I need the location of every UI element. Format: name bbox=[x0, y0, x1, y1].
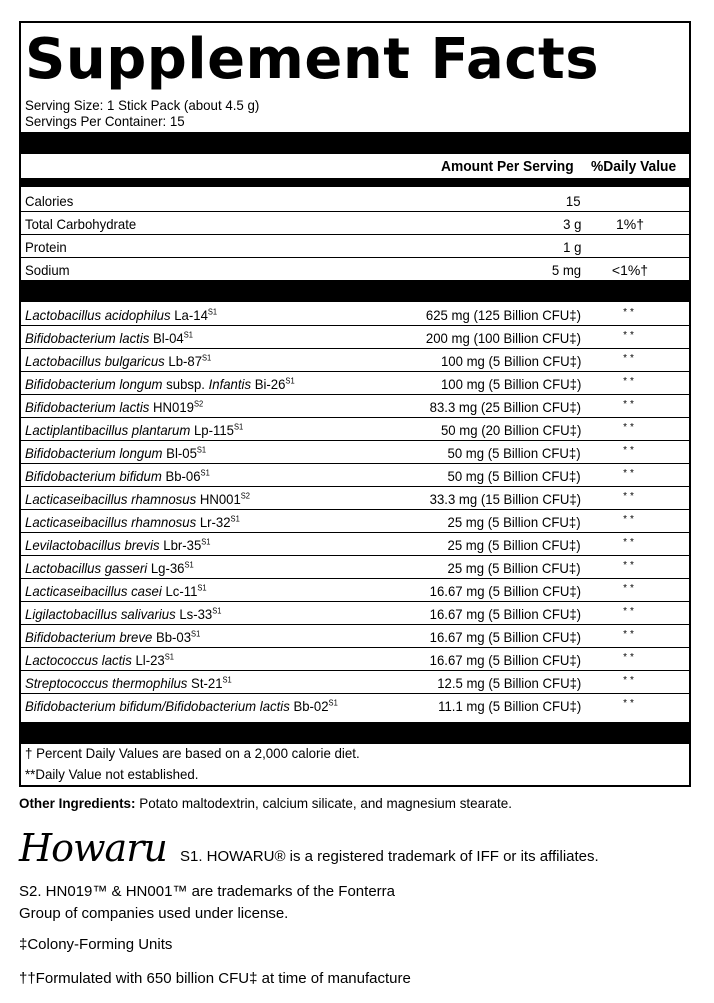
culture-row bbox=[21, 349, 689, 372]
culture-daily-value: ** bbox=[623, 353, 637, 364]
culture-name bbox=[25, 468, 210, 484]
culture-amount: 25 mg (5 Billion CFU‡) bbox=[447, 514, 581, 530]
culture-name bbox=[25, 422, 243, 438]
culture-row bbox=[21, 510, 689, 533]
culture-row bbox=[21, 579, 689, 602]
culture-name bbox=[25, 537, 211, 553]
culture-name bbox=[25, 583, 207, 599]
culture-row bbox=[21, 303, 689, 326]
culture-name bbox=[25, 698, 338, 714]
culture-species: Lactobacillus acidophilus bbox=[25, 307, 171, 323]
culture-daily-value: ** bbox=[623, 652, 637, 663]
culture-row bbox=[21, 441, 689, 464]
culture-name bbox=[25, 560, 194, 576]
culture-amount: 16.67 mg (5 Billion CFU‡) bbox=[429, 629, 581, 645]
servings-per-container: Servings Per Container: 15 bbox=[25, 113, 185, 129]
nutrient-daily-value: <1%† bbox=[611, 262, 649, 278]
culture-row bbox=[21, 326, 689, 349]
culture-row bbox=[21, 625, 689, 648]
culture-species: Bifidobacterium longum bbox=[25, 376, 163, 392]
culture-amount: 50 mg (5 Billion CFU‡) bbox=[447, 468, 581, 484]
other-ingredients-label: Other Ingredients: bbox=[19, 795, 136, 811]
culture-name bbox=[25, 652, 174, 668]
culture-superscript: S1 bbox=[285, 376, 295, 386]
nutrient-amount: 3 g bbox=[562, 216, 581, 232]
culture-species: Levilactobacillus brevis bbox=[25, 537, 160, 553]
culture-daily-value: ** bbox=[623, 307, 637, 318]
culture-superscript: S1 bbox=[201, 537, 211, 547]
culture-superscript: S1 bbox=[197, 583, 207, 593]
culture-superscript: S1 bbox=[328, 698, 338, 708]
nutrient-name: Sodium bbox=[25, 262, 70, 278]
culture-species: Bifidobacterium lactis bbox=[25, 330, 150, 346]
culture-daily-value: ** bbox=[623, 675, 637, 686]
culture-superscript: S1 bbox=[200, 468, 210, 478]
culture-daily-value: ** bbox=[623, 376, 637, 387]
culture-row bbox=[21, 372, 689, 395]
culture-superscript: S1 bbox=[233, 422, 244, 432]
nutrient-daily-value: 1%† bbox=[615, 216, 645, 232]
thick-divider-cultures bbox=[21, 280, 689, 302]
note-s1: S1. HOWARU® is a registered trademark of IFF or its affiliates. bbox=[180, 848, 599, 865]
culture-name bbox=[25, 675, 232, 691]
culture-superscript: S1 bbox=[212, 606, 222, 616]
culture-row bbox=[21, 648, 689, 671]
nutrient-name: Protein bbox=[25, 239, 67, 255]
culture-subspecies: Infantis bbox=[208, 376, 252, 392]
nutrient-amount: 5 mg bbox=[551, 262, 581, 278]
panel-title: Supplement Facts bbox=[25, 27, 600, 92]
culture-strain: Lg-36 bbox=[147, 560, 185, 576]
culture-name bbox=[25, 491, 250, 507]
culture-amount: 50 mg (20 Billion CFU‡) bbox=[440, 422, 581, 438]
culture-amount: 12.5 mg (5 Billion CFU‡) bbox=[436, 675, 581, 691]
culture-species: Lacticaseibacillus rhamnosus bbox=[25, 514, 197, 530]
culture-superscript: S1 bbox=[191, 629, 201, 639]
culture-strain: HN019 bbox=[149, 399, 194, 415]
culture-row bbox=[21, 487, 689, 510]
culture-species: Lactobacillus gasseri bbox=[25, 560, 148, 576]
culture-amount: 25 mg (5 Billion CFU‡) bbox=[447, 537, 581, 553]
culture-superscript: S1 bbox=[207, 307, 218, 317]
culture-name bbox=[25, 514, 240, 530]
culture-daily-value: ** bbox=[623, 560, 637, 571]
culture-strain: HN001 bbox=[196, 491, 241, 507]
culture-daily-value: ** bbox=[623, 468, 637, 479]
nutrient-name: Total Carbohydrate bbox=[25, 216, 137, 232]
culture-daily-value: ** bbox=[623, 629, 637, 640]
culture-row bbox=[21, 464, 689, 487]
culture-species: Bifidobacterium lactis bbox=[25, 399, 150, 415]
culture-strain: St-21 bbox=[187, 675, 223, 691]
culture-strain: subsp. bbox=[162, 376, 209, 392]
nutrient-name: Calories bbox=[25, 193, 74, 209]
culture-species: Lacticaseibacillus rhamnosus bbox=[25, 491, 197, 507]
culture-name bbox=[25, 399, 203, 415]
note-s2-line2: Group of companies used under license. bbox=[19, 905, 289, 922]
culture-strain-code: Bi-26 bbox=[251, 376, 286, 392]
culture-daily-value: ** bbox=[623, 583, 637, 594]
culture-species: Lacticaseibacillus casei bbox=[25, 583, 162, 599]
culture-strain: Ls-33 bbox=[175, 606, 213, 622]
culture-row bbox=[21, 533, 689, 556]
nutrient-row bbox=[21, 235, 689, 258]
culture-amount: 16.67 mg (5 Billion CFU‡) bbox=[429, 583, 581, 599]
nutrient-amount: 1 g bbox=[562, 239, 581, 255]
culture-superscript: S2 bbox=[193, 399, 204, 409]
footnote-dagger: † Percent Daily Values are based on a 2,000 calorie diet. bbox=[25, 745, 360, 761]
culture-daily-value: ** bbox=[623, 445, 637, 456]
culture-strain: Bb-02 bbox=[289, 698, 329, 714]
culture-name bbox=[25, 307, 217, 323]
howaru-logo: Howaru bbox=[19, 826, 167, 870]
culture-daily-value: ** bbox=[623, 399, 637, 410]
culture-amount: 100 mg (5 Billion CFU‡) bbox=[440, 376, 581, 392]
culture-strain: Bb-03 bbox=[152, 629, 192, 645]
culture-strain: Lb-87 bbox=[164, 353, 203, 369]
culture-name bbox=[25, 330, 193, 346]
culture-species: Ligilactobacillus salivarius bbox=[25, 606, 176, 622]
culture-amount: 50 mg (5 Billion CFU‡) bbox=[447, 445, 581, 461]
culture-superscript: S1 bbox=[230, 514, 240, 524]
culture-superscript: S1 bbox=[164, 652, 174, 662]
footnote-stars: **Daily Value not established. bbox=[25, 766, 199, 782]
culture-name bbox=[25, 629, 200, 645]
culture-strain: Lbr-35 bbox=[159, 537, 202, 553]
culture-amount: 25 mg (5 Billion CFU‡) bbox=[447, 560, 581, 576]
culture-strain: Bl-05 bbox=[162, 445, 197, 461]
culture-name bbox=[25, 606, 221, 622]
culture-name bbox=[25, 353, 211, 369]
culture-superscript: S1 bbox=[222, 675, 232, 685]
culture-superscript: S2 bbox=[240, 491, 250, 501]
culture-name bbox=[25, 445, 206, 461]
culture-superscript: S1 bbox=[196, 445, 207, 455]
note-s2-line1: S2. HN019™ & HN001™ are trademarks of the Fonterra bbox=[19, 883, 395, 900]
culture-species: Lactiplantibacillus plantarum bbox=[25, 422, 191, 438]
thick-divider-bottom bbox=[21, 722, 689, 744]
culture-species: Bifidobacterium longum bbox=[25, 445, 163, 461]
header-daily-value: %Daily Value bbox=[591, 158, 677, 175]
culture-species: Lactococcus lactis bbox=[25, 652, 132, 668]
culture-row bbox=[21, 671, 689, 694]
nutrient-amount: 15 bbox=[566, 193, 581, 209]
culture-row bbox=[21, 395, 689, 418]
culture-strain: La-14 bbox=[170, 307, 208, 323]
header-amount-per-serving: Amount Per Serving bbox=[441, 158, 574, 175]
culture-daily-value: ** bbox=[623, 537, 637, 548]
note-cfu: ‡Colony-Forming Units bbox=[19, 936, 173, 953]
culture-superscript: S1 bbox=[184, 560, 194, 570]
culture-daily-value: ** bbox=[623, 698, 637, 709]
culture-row bbox=[21, 556, 689, 579]
culture-species: Bifidobacterium breve bbox=[25, 629, 153, 645]
culture-daily-value: ** bbox=[623, 422, 637, 433]
other-ingredients bbox=[19, 794, 512, 812]
culture-strain: Lr-32 bbox=[196, 514, 231, 530]
culture-row bbox=[21, 602, 689, 625]
culture-amount: 200 mg (100 Billion CFU‡) bbox=[425, 330, 581, 346]
other-ingredients-text: Potato maltodextrin, calcium silicate, and magnesium stearate. bbox=[135, 795, 513, 811]
nutrient-row bbox=[21, 189, 689, 212]
culture-row bbox=[21, 694, 689, 717]
culture-amount: 11.1 mg (5 Billion CFU‡) bbox=[437, 698, 581, 714]
culture-strain: Bb-06 bbox=[161, 468, 201, 484]
culture-species: Bifidobacterium bifidum/Bifidobacterium lactis bbox=[25, 698, 290, 714]
culture-daily-value: ** bbox=[623, 330, 637, 341]
culture-daily-value: ** bbox=[623, 491, 637, 502]
culture-name bbox=[25, 376, 295, 392]
serving-size: Serving Size: 1 Stick Pack (about 4.5 g) bbox=[25, 97, 260, 113]
note-formulated: ††Formulated with 650 billion CFU‡ at time of manufacture bbox=[19, 970, 411, 987]
thick-divider-top bbox=[21, 132, 689, 154]
culture-amount: 33.3 mg (15 Billion CFU‡) bbox=[429, 491, 581, 507]
culture-species: Streptococcus thermophilus bbox=[25, 675, 188, 691]
nutrient-row bbox=[21, 258, 689, 281]
culture-strain: Lp-115 bbox=[190, 422, 234, 438]
nutrient-row bbox=[21, 212, 689, 235]
culture-amount: 16.67 mg (5 Billion CFU‡) bbox=[429, 606, 581, 622]
culture-species: Lactobacillus bulgaricus bbox=[25, 353, 165, 369]
thick-divider-header bbox=[21, 178, 689, 187]
culture-amount: 625 mg (125 Billion CFU‡) bbox=[425, 307, 581, 323]
culture-daily-value: ** bbox=[623, 606, 637, 617]
culture-amount: 83.3 mg (25 Billion CFU‡) bbox=[429, 399, 581, 415]
culture-superscript: S1 bbox=[202, 353, 212, 363]
culture-superscript: S1 bbox=[183, 330, 193, 340]
supplement-facts-panel bbox=[19, 21, 691, 787]
culture-amount: 16.67 mg (5 Billion CFU‡) bbox=[429, 652, 581, 668]
culture-row bbox=[21, 418, 689, 441]
culture-strain: Lc-11 bbox=[161, 583, 198, 599]
culture-species: Bifidobacterium bifidum bbox=[25, 468, 162, 484]
culture-strain: Bl-04 bbox=[149, 330, 184, 346]
culture-strain: Ll-23 bbox=[131, 652, 165, 668]
culture-amount: 100 mg (5 Billion CFU‡) bbox=[440, 353, 581, 369]
culture-daily-value: ** bbox=[623, 514, 637, 525]
